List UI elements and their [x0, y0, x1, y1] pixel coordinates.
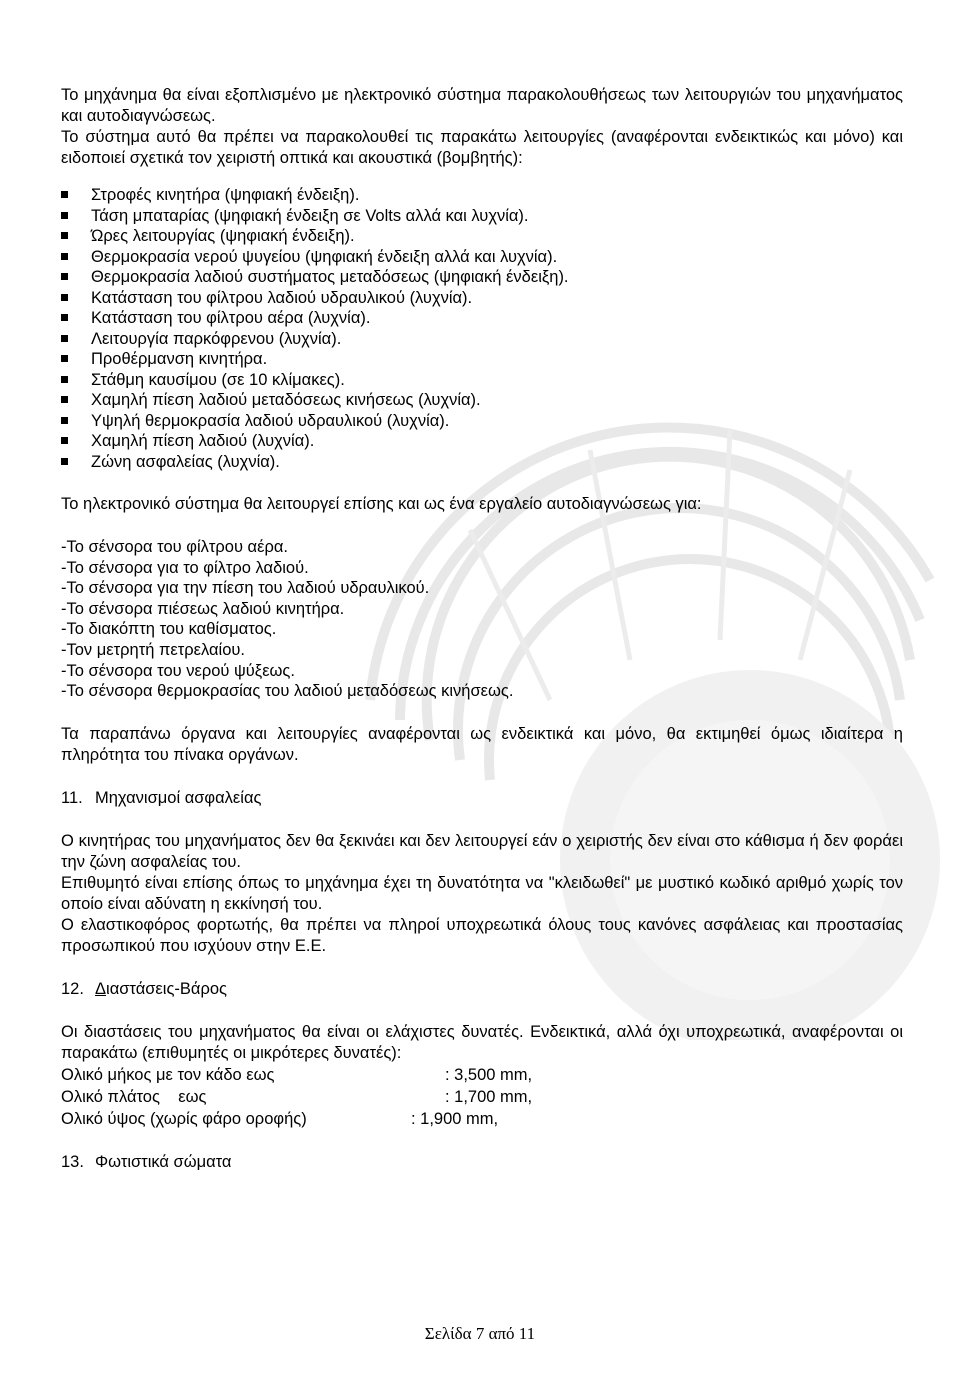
dimension-value: : 3,500 mm,	[445, 1065, 533, 1084]
section-13-heading	[61, 1152, 903, 1173]
list-item: Χαμηλή πίεση λαδιού (λυχνία).	[61, 431, 903, 452]
dimension-value: : 1,700 mm,	[445, 1087, 533, 1106]
dimension-label: Ολικό μήκος με τον κάδο εως	[61, 1065, 275, 1084]
section-number: 13.	[61, 1152, 84, 1171]
list-item: Θερμοκρασία λαδιού συστήματος μεταδόσεως (ψηφιακή ένδειξη).	[61, 267, 903, 288]
list-item: Κατάσταση του φίλτρου αέρα (λυχνία).	[61, 308, 903, 329]
section-12-heading	[61, 979, 903, 1000]
list-item: Θερμοκρασία νερού ψυγείου (ψηφιακή ένδειξη αλλά και λυχνία).	[61, 247, 903, 268]
list-item: Κατάσταση του φίλτρου λαδιού υδραυλικού (λυχνία).	[61, 288, 903, 309]
list-item: Λειτουργία παρκόφρενου (λυχνία).	[61, 329, 903, 350]
list-item: -Το σένσορα για το φίλτρο λαδιού.	[61, 558, 309, 577]
list-item: -Το σένσορα του φίλτρου αέρα.	[61, 538, 288, 556]
list-item: Υψηλή θερμοκρασία λαδιού υδραυλικού (λυχνία).	[61, 411, 903, 432]
section-number: 11.	[61, 788, 83, 807]
sensors-list	[61, 537, 903, 702]
list-item: Στροφές κινητήρα (ψηφιακή ένδειξη).	[61, 185, 903, 206]
dimension-label: Ολικό ύψος (χωρίς φάρο οροφής)	[61, 1109, 307, 1128]
section-12-paragraph-1: Οι διαστάσεις του μηχανήματος θα είναι οι ελάχιστες δυνατές. Ενδεικτικά, αλλά όχι υποχρεωτικά, αναφέρονται οι παρακάτω (επιθυμητές οι μικρότερες δυνατές):	[61, 1022, 903, 1062]
section-title: Μηχανισμοί ασφαλείας	[95, 788, 262, 807]
monitored-functions-list	[61, 185, 903, 472]
dimension-label: Ολικό πλάτος εως	[61, 1087, 207, 1106]
dimension-row	[61, 1086, 903, 1108]
document-body	[61, 85, 903, 1173]
list-item: Προθέρμανση κινητήρα.	[61, 349, 903, 370]
list-item: -Το διακόπτη του καθίσματος.	[61, 620, 277, 639]
list-item: Χαμηλή πίεση λαδιού μεταδόσεως κινήσεως (λυχνία).	[61, 390, 903, 411]
list-item: -Το σένσορα για την πίεση του λαδιού υδραυλικού.	[61, 579, 430, 598]
section-11-paragraph-1: Ο κινητήρας του μηχανήματος δεν θα ξεκινάει και δεν λειτουργεί εάν ο χειριστής δεν είναι στο κάθισμα ή δεν φοράει την ζώνη ασφαλείας του.	[61, 831, 903, 871]
section-11-paragraph-2: Επιθυμητό είναι επίσης όπως το μηχάνημα έχει τη δυνατότητα να "κλειδωθεί" με μυστικό κωδικό αριθμό χωρίς τον οποίο είναι αδύνατη η εκκίνησή του.	[61, 873, 903, 913]
list-item: Στάθμη καυσίμου (σε 10 κλίμακες).	[61, 370, 903, 391]
section-title-initial: Δ	[95, 979, 107, 998]
dimension-row	[61, 1108, 903, 1130]
list-item: Τάση μπαταρίας (ψηφιακή ένδειξη σε Volts αλλά και λυχνία).	[61, 206, 903, 227]
intro-paragraph-2: Το σύστημα αυτό θα πρέπει να παρακολουθεί τις παρακάτω λειτουργίες (αναφέρονται ενδεικτικώς και μόνο) και ειδοποιεί σχετικά τον χειριστή οπτικά και ακουστικά (βομβητής):	[61, 128, 903, 167]
section-title: ιαστάσεις-Βάρος	[106, 979, 227, 998]
selfdiag-intro: Το ηλεκτρονικό σύστημα θα λειτουργεί επίσης και ως ένα εργαλείο αυτοδιαγνώσεως για:	[61, 495, 702, 513]
dimension-row	[61, 1064, 903, 1086]
list-item: -Το σένσορα πιέσεως λαδιού κινητήρα.	[61, 599, 345, 618]
section-title: Φωτιστικά σώματα	[95, 1152, 232, 1171]
section-number: 12.	[61, 979, 84, 998]
list-item: -Το σένσορα του νερού ψύξεως.	[61, 661, 295, 680]
list-item: -Το σένσορα θερμοκρασίας του λαδιού μεταδόσεως κινήσεως.	[61, 682, 514, 701]
dimension-value: : 1,900 mm,	[411, 1109, 499, 1128]
list-item: -Τον μετρητή πετρελαίου.	[61, 640, 245, 659]
section-11-paragraph-3: Ο ελαστικοφόρος φορτωτής, θα πρέπει να πληροί υποχρεωτικά όλους τους κανόνες ασφάλειας και προστασίας προσωπικού που ισχύουν στην Ε.Ε.	[61, 915, 903, 955]
section-11-heading	[61, 788, 903, 809]
list-item: Ώρες λειτουργίας (ψηφιακή ένδειξη).	[61, 226, 903, 247]
page-number-footer: Σελίδα 7 από 11	[424, 1324, 536, 1343]
dimensions-table	[61, 1064, 903, 1130]
instruments-note: Τα παραπάνω όργανα και λειτουργίες αναφέρονται ως ενδεικτικά και μόνο, θα εκτιμηθεί όμως ιδιαίτερα η πληρότητα του πίνακα οργάνων.	[61, 724, 903, 764]
list-item: Ζώνη ασφαλείας (λυχνία).	[61, 452, 903, 473]
intro-paragraph-1: Το μηχάνημα θα είναι εξοπλισμένο με ηλεκτρονικό σύστημα παρακολουθήσεως των λειτουργιών του μηχανήματος και αυτοδιαγνώσεως.	[61, 86, 903, 125]
